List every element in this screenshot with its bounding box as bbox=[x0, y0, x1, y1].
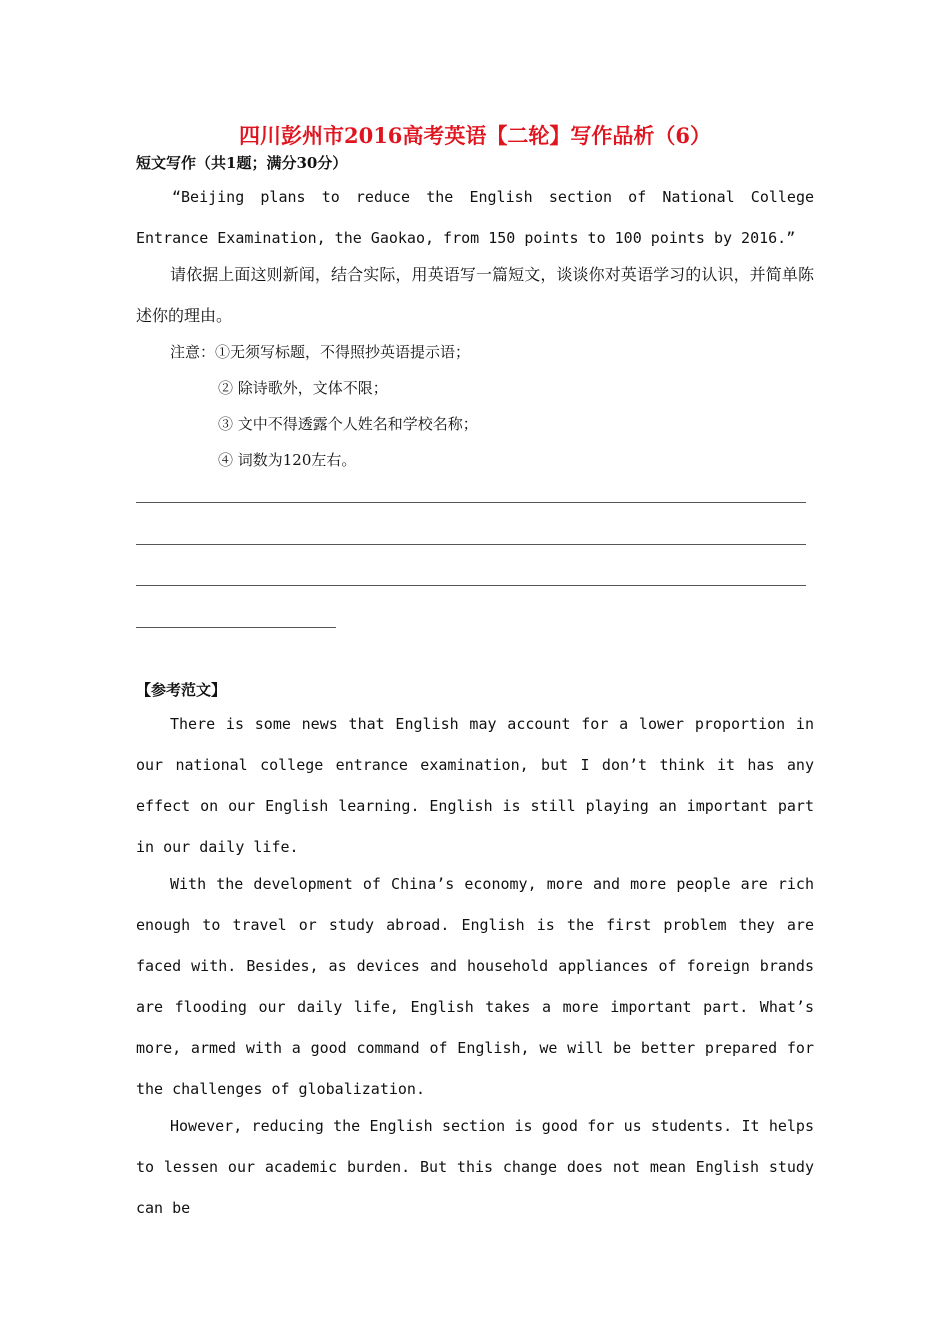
note-item: ①无须写标题，不得照抄英语提示语； bbox=[215, 343, 471, 361]
note-item: ③ 文中不得透露个人姓名和学校名称； bbox=[218, 415, 478, 433]
notes-lead bbox=[170, 341, 470, 362]
essay-paragraph: However, reducing the English section is good for us students. It helps to lessen our academic burden. But this change does not mean English study can be bbox=[136, 1117, 814, 1217]
answer-line bbox=[136, 627, 336, 628]
essay-paragraph: With the development of China’s economy, more and more people are rich enough to travel or study abroad. English is the first problem they are faced with. Besides, as devices and household appliances of foreign brands are flooding our daily life, English takes a more important part. What’s more, armed with a good command of English, we will be better prepared for the challenges of globalization. bbox=[136, 875, 814, 1098]
answer-line bbox=[136, 502, 806, 503]
notes-lead-label: 注意： bbox=[170, 343, 216, 361]
essay-paragraph: There is some news that English may account for a lower proportion in our national college entrance examination, but I don’t think it has any effect on our English learning. English is still playing an important part in our daily life. bbox=[136, 715, 814, 856]
reference-heading: 【参考范文】 bbox=[136, 681, 227, 699]
document-title: 四川彭州市2016高考英语【二轮】写作品析（6） bbox=[238, 123, 712, 148]
section-heading: 短文写作（共1题；满分30分） bbox=[136, 154, 348, 172]
writing-instruction: 请依据上面这则新闻，结合实际，用英语写一篇短文，谈谈你对英语学习的认识，并简单陈述你的理由。 bbox=[136, 265, 814, 325]
answer-line bbox=[136, 585, 806, 586]
note-item: ④ 词数为120左右。 bbox=[218, 451, 357, 469]
answer-line bbox=[136, 544, 806, 545]
news-quote: “Beijing plans to reduce the English section of National College Entrance Examination, the Gaokao, from 150 points to 100 points by 2016.” bbox=[136, 188, 814, 247]
note-item: ② 除诗歌外，文体不限； bbox=[218, 379, 388, 397]
